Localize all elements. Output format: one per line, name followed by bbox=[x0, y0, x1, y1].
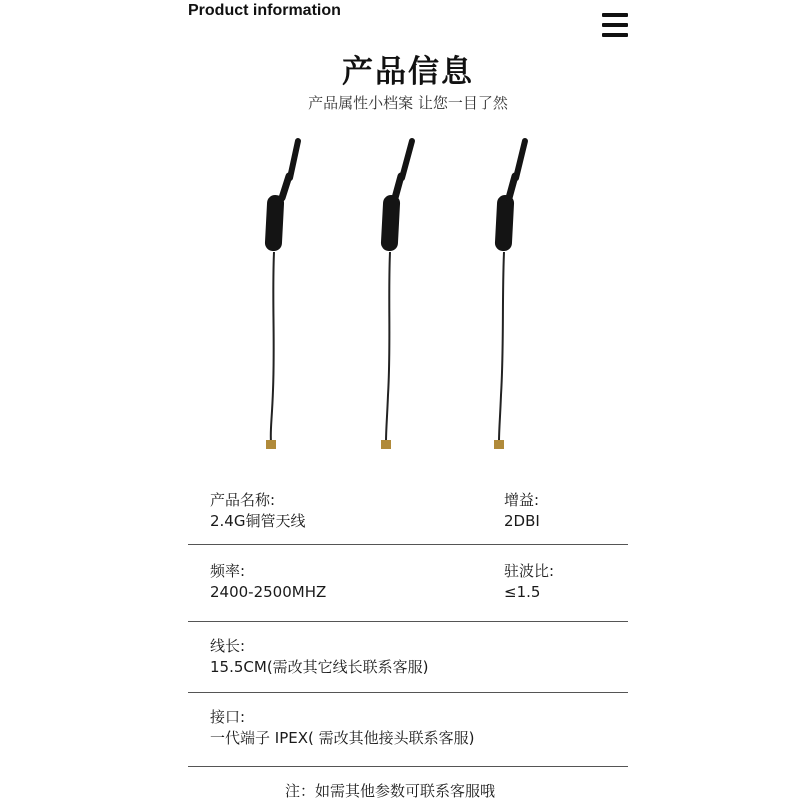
spec-frequency bbox=[210, 561, 326, 603]
spec-row bbox=[188, 545, 628, 622]
page-title: 产品信息 bbox=[342, 54, 474, 90]
spec-cable-length bbox=[210, 636, 429, 678]
spec-value: 15.5CM(需改其它线长联系客服) bbox=[210, 658, 429, 676]
spec-label: 接口: bbox=[210, 708, 246, 726]
spec-label: 产品名称: bbox=[210, 491, 276, 509]
spec-label: 频率: bbox=[210, 562, 246, 580]
spec-gain bbox=[504, 490, 540, 532]
spec-value: 2.4G铜管天线 bbox=[210, 512, 306, 530]
spec-label: 增益: bbox=[504, 491, 540, 509]
spec-label: 线长: bbox=[210, 637, 246, 655]
spec-vswr bbox=[504, 561, 554, 603]
antenna-3 bbox=[494, 141, 525, 449]
spec-product-name bbox=[210, 490, 305, 532]
footer-note: 注：如需其他参数可联系客服哦 bbox=[284, 782, 495, 800]
spec-label: 驻波比: bbox=[504, 562, 555, 580]
antenna-1 bbox=[265, 141, 298, 449]
spec-value: ≤1.5 bbox=[504, 583, 541, 601]
spec-connector bbox=[210, 707, 474, 749]
spec-table bbox=[188, 478, 628, 767]
spec-row bbox=[188, 693, 628, 767]
spec-row bbox=[188, 478, 628, 545]
spec-value: 2DBI bbox=[504, 512, 540, 530]
spec-value: 一代端子 IPEX( 需改其他接头联系客服) bbox=[210, 729, 475, 747]
antenna-2 bbox=[381, 141, 412, 449]
page-subtitle: 产品属性小档案 让您一目了然 bbox=[308, 94, 508, 112]
spec-row bbox=[188, 622, 628, 693]
header-label: Product information bbox=[188, 2, 341, 19]
spec-value: 2400-2500MHZ bbox=[210, 583, 327, 601]
